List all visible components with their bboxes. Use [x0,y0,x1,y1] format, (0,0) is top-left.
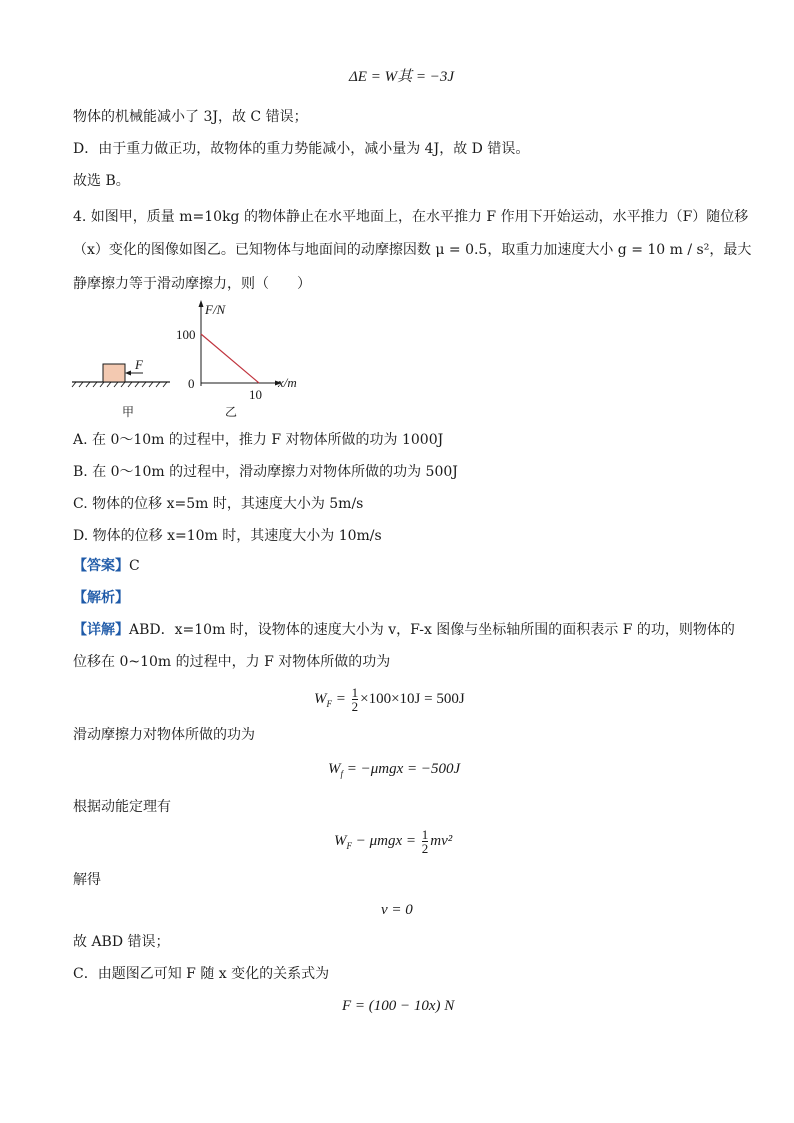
y-tick-label: 100 [176,327,196,342]
fraction-half-2 [422,828,429,855]
text-abd-wrong: 故 ABD 错误； [73,934,170,950]
text-friction-work: 滑动摩擦力对物体所做的功为 [73,727,255,743]
frac-num-2: 1 [421,827,429,843]
force-label: F [135,357,143,372]
fraction-half [352,686,359,713]
frac-num: 1 [351,685,359,701]
question-line-3: 静摩擦力等于滑动摩擦力，则（ ） [73,276,311,292]
question-figure [60,296,320,426]
answer-tag: 【答案】 [73,558,129,574]
formula-kinetic-energy: $W_F - \mu mgx$ = $\frac{1}{2}$ mv² [334,827,453,857]
ground-hatching [72,382,167,387]
text-option-c-explanation: C．由题图乙可知 F 随 x 变化的关系式为 [73,966,330,982]
text-option-d-explanation: D．由于重力做正功，故物体的重力势能减小，减小量为 4J，故 D 错误。 [73,141,530,157]
y-axis-label: F/N [205,302,226,317]
x-axis-label: x/m [278,375,297,390]
force-arrow-head [125,371,131,376]
text-solve: 解得 [73,872,101,888]
formula-energy-change: ΔE = W其 = −3J [349,69,454,85]
text-mechanical-energy: 物体的机械能减小了 3J，故 C 错误； [73,109,308,125]
formula-ke-right: mv² [430,833,453,849]
block [103,364,125,382]
formula-ke-mid: − μmgx = [355,833,417,849]
figure-jia [72,357,170,419]
formula-wf-symbol: W [314,691,327,707]
y-axis-arrow [199,300,204,307]
formula-wf-sub: F [326,699,332,709]
formula-wf-friction-rest: = −μmgx = −500J [346,761,461,777]
x-tick-label: 10 [249,387,262,402]
frac-den-2: 2 [421,841,429,857]
detail-text-1: ABD．x=10m 时，设物体的速度大小为 v，F-x 图像与坐标轴所围的面积表示 F 的功，则物体的 [129,622,735,638]
analysis-tag [73,588,129,608]
option-c: C. 物体的位移 x=5m 时，其速度大小为 5m/s [73,496,364,512]
question-line-1: 4. 如图甲，质量 m=10kg 的物体静止在水平地面上，在水平推力 F 作用下开始运动，水平推力（F）随位移 [73,209,749,225]
formula-velocity: v = 0 [381,902,413,918]
caption-jia: 甲 [122,405,135,419]
formula-force-relation: F = (100 − 10x) N [342,998,455,1014]
option-a: A. 在 0～10m 的过程中，推力 F 对物体所做的功为 1000J [73,432,444,448]
detail-tag: 【详解】 [73,622,129,638]
frac-den: 2 [351,699,359,715]
question-line-2: （x）变化的图像如图乙。已知物体与地面间的动摩擦因数 μ = 0.5，取重力加速度大小 g = 10 m / s²，最大 [73,242,752,258]
text-theorem: 根据动能定理有 [73,799,171,815]
option-d: D. 物体的位移 x=10m 时，其速度大小为 10m/s [73,528,382,544]
detail-line-1 [73,620,735,640]
text-select-b: 故选 B。 [73,173,130,189]
f-x-line [201,334,259,383]
origin-label: 0 [188,376,195,391]
analysis-tag-text: 【解析】 [73,590,129,606]
detail-line-2: 位移在 0~10m 的过程中，力 F 对物体所做的功为 [73,654,391,670]
caption-yi: 乙 [225,405,238,419]
figure-yi [176,300,297,419]
answer-value: C [129,558,140,574]
option-b: B. 在 0～10m 的过程中，滑动摩擦力对物体所做的功为 500J [73,464,458,480]
formula-wf-rest: ×100×10J = 500J [360,691,465,707]
formula-work-push: $W_F$ = $\frac{1}{2}$ ×100×10J = 500J [314,685,465,715]
formula-work-friction: $W_f = -\mu mgx = -500J$ [328,761,461,779]
answer-line [73,556,140,576]
